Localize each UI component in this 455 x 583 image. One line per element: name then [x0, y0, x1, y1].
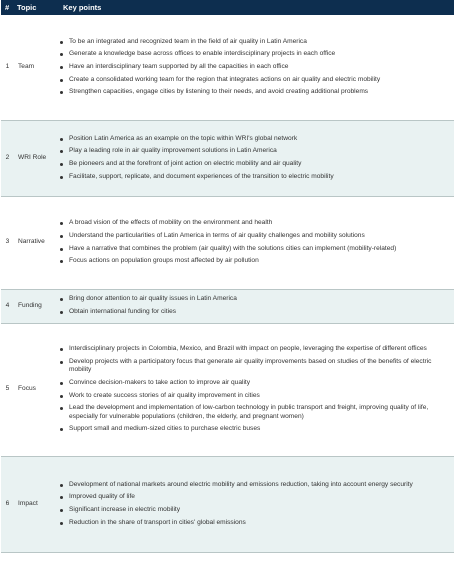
- list-item: Lead the development and implementation of low-carbon technology in public transport and freight, improving quality of life, especially for vulnerable populations (children, the elderly, and pregnant women): [59, 404, 448, 421]
- row-number: 5: [1, 323, 13, 456]
- key-points-list: [59, 295, 448, 316]
- row-key-points: [59, 323, 454, 456]
- key-points-list: [59, 219, 448, 265]
- row-number: 1: [1, 15, 13, 120]
- list-item: Significant increase in electric mobility: [59, 506, 448, 515]
- row-topic: Team: [13, 15, 59, 120]
- key-points-list: [59, 481, 448, 527]
- table-row: [1, 323, 454, 456]
- key-points-list: [59, 345, 448, 434]
- row-topic: WRI Role: [13, 120, 59, 196]
- row-topic: Narrative: [13, 196, 59, 289]
- table-header: [1, 0, 454, 15]
- list-item: Position Latin America as an example on the topic within WRI's global network: [59, 135, 448, 144]
- list-item: Development of national markets around electric mobility and emissions reduction, taking into account energy security: [59, 481, 448, 490]
- row-key-points: [59, 120, 454, 196]
- key-points-list: [59, 135, 448, 181]
- list-item: Generate a knowledge base across offices to enable interdisciplinary projects in each office: [59, 50, 448, 59]
- list-item: Obtain international funding for cities: [59, 308, 448, 317]
- list-item: Reduction in the share of transport in cities' global emissions: [59, 519, 448, 528]
- table-row: [1, 196, 454, 289]
- table-row: [1, 289, 454, 323]
- list-item: To be an integrated and recognized team in the field of air quality in Latin America: [59, 38, 448, 47]
- row-number: 6: [1, 456, 13, 552]
- key-points-table: [1, 0, 454, 553]
- list-item: Have a narrative that combines the problem (air quality) with the solutions cities can implement (mobility-related): [59, 245, 448, 254]
- row-topic: Focus: [13, 323, 59, 456]
- row-topic: Impact: [13, 456, 59, 552]
- list-item: A broad vision of the effects of mobility on the environment and health: [59, 219, 448, 228]
- row-number: 4: [1, 289, 13, 323]
- header-row: [1, 0, 454, 15]
- list-item: Develop projects with a participatory focus that generate air quality improvements based on studies of the benefits of electric mobility: [59, 358, 448, 375]
- table-row: [1, 15, 454, 120]
- list-item: Interdisciplinary projects in Colombia, Mexico, and Brazil with impact on people, leveraging the expertise of different offices: [59, 345, 448, 354]
- row-number: 2: [1, 120, 13, 196]
- table-row: [1, 120, 454, 196]
- row-key-points: [59, 196, 454, 289]
- list-item: Have an interdisciplinary team supported by all the capacities in each office: [59, 63, 448, 72]
- row-number: 3: [1, 196, 13, 289]
- list-item: Support small and medium-sized cities to purchase electric buses: [59, 425, 448, 434]
- list-item: Strengthen capacities, engage cities by listening to their needs, and avoid creating additional problems: [59, 88, 448, 97]
- row-topic: Funding: [13, 289, 59, 323]
- list-item: Convince decision-makers to take action to improve air quality: [59, 379, 448, 388]
- list-item: Play a leading role in air quality improvement solutions in Latin America: [59, 147, 448, 156]
- key-points-list: [59, 38, 448, 97]
- list-item: Work to create success stories of air quality improvement in cities: [59, 392, 448, 401]
- list-item: Focus actions on population groups most affected by air pollution: [59, 257, 448, 266]
- list-item: Improved quality of life: [59, 493, 448, 502]
- header-num: #: [1, 0, 13, 15]
- row-key-points: [59, 15, 454, 120]
- list-item: Bring donor attention to air quality issues in Latin America: [59, 295, 448, 304]
- list-item: Create a consolidated working team for the region that integrates actions on air quality and electric mobility: [59, 76, 448, 85]
- list-item: Understand the particularities of Latin America in terms of air quality challenges and mobility solutions: [59, 232, 448, 241]
- table-body: [1, 15, 454, 552]
- row-key-points: [59, 456, 454, 552]
- list-item: Facilitate, support, replicate, and document experiences of the transition to electric mobility: [59, 173, 448, 182]
- list-item: Be pioneers and at the forefront of joint action on electric mobility and air quality: [59, 160, 448, 169]
- table-row: [1, 456, 454, 552]
- header-topic: Topic: [13, 0, 59, 15]
- header-key-points: Key points: [59, 0, 454, 15]
- row-key-points: [59, 289, 454, 323]
